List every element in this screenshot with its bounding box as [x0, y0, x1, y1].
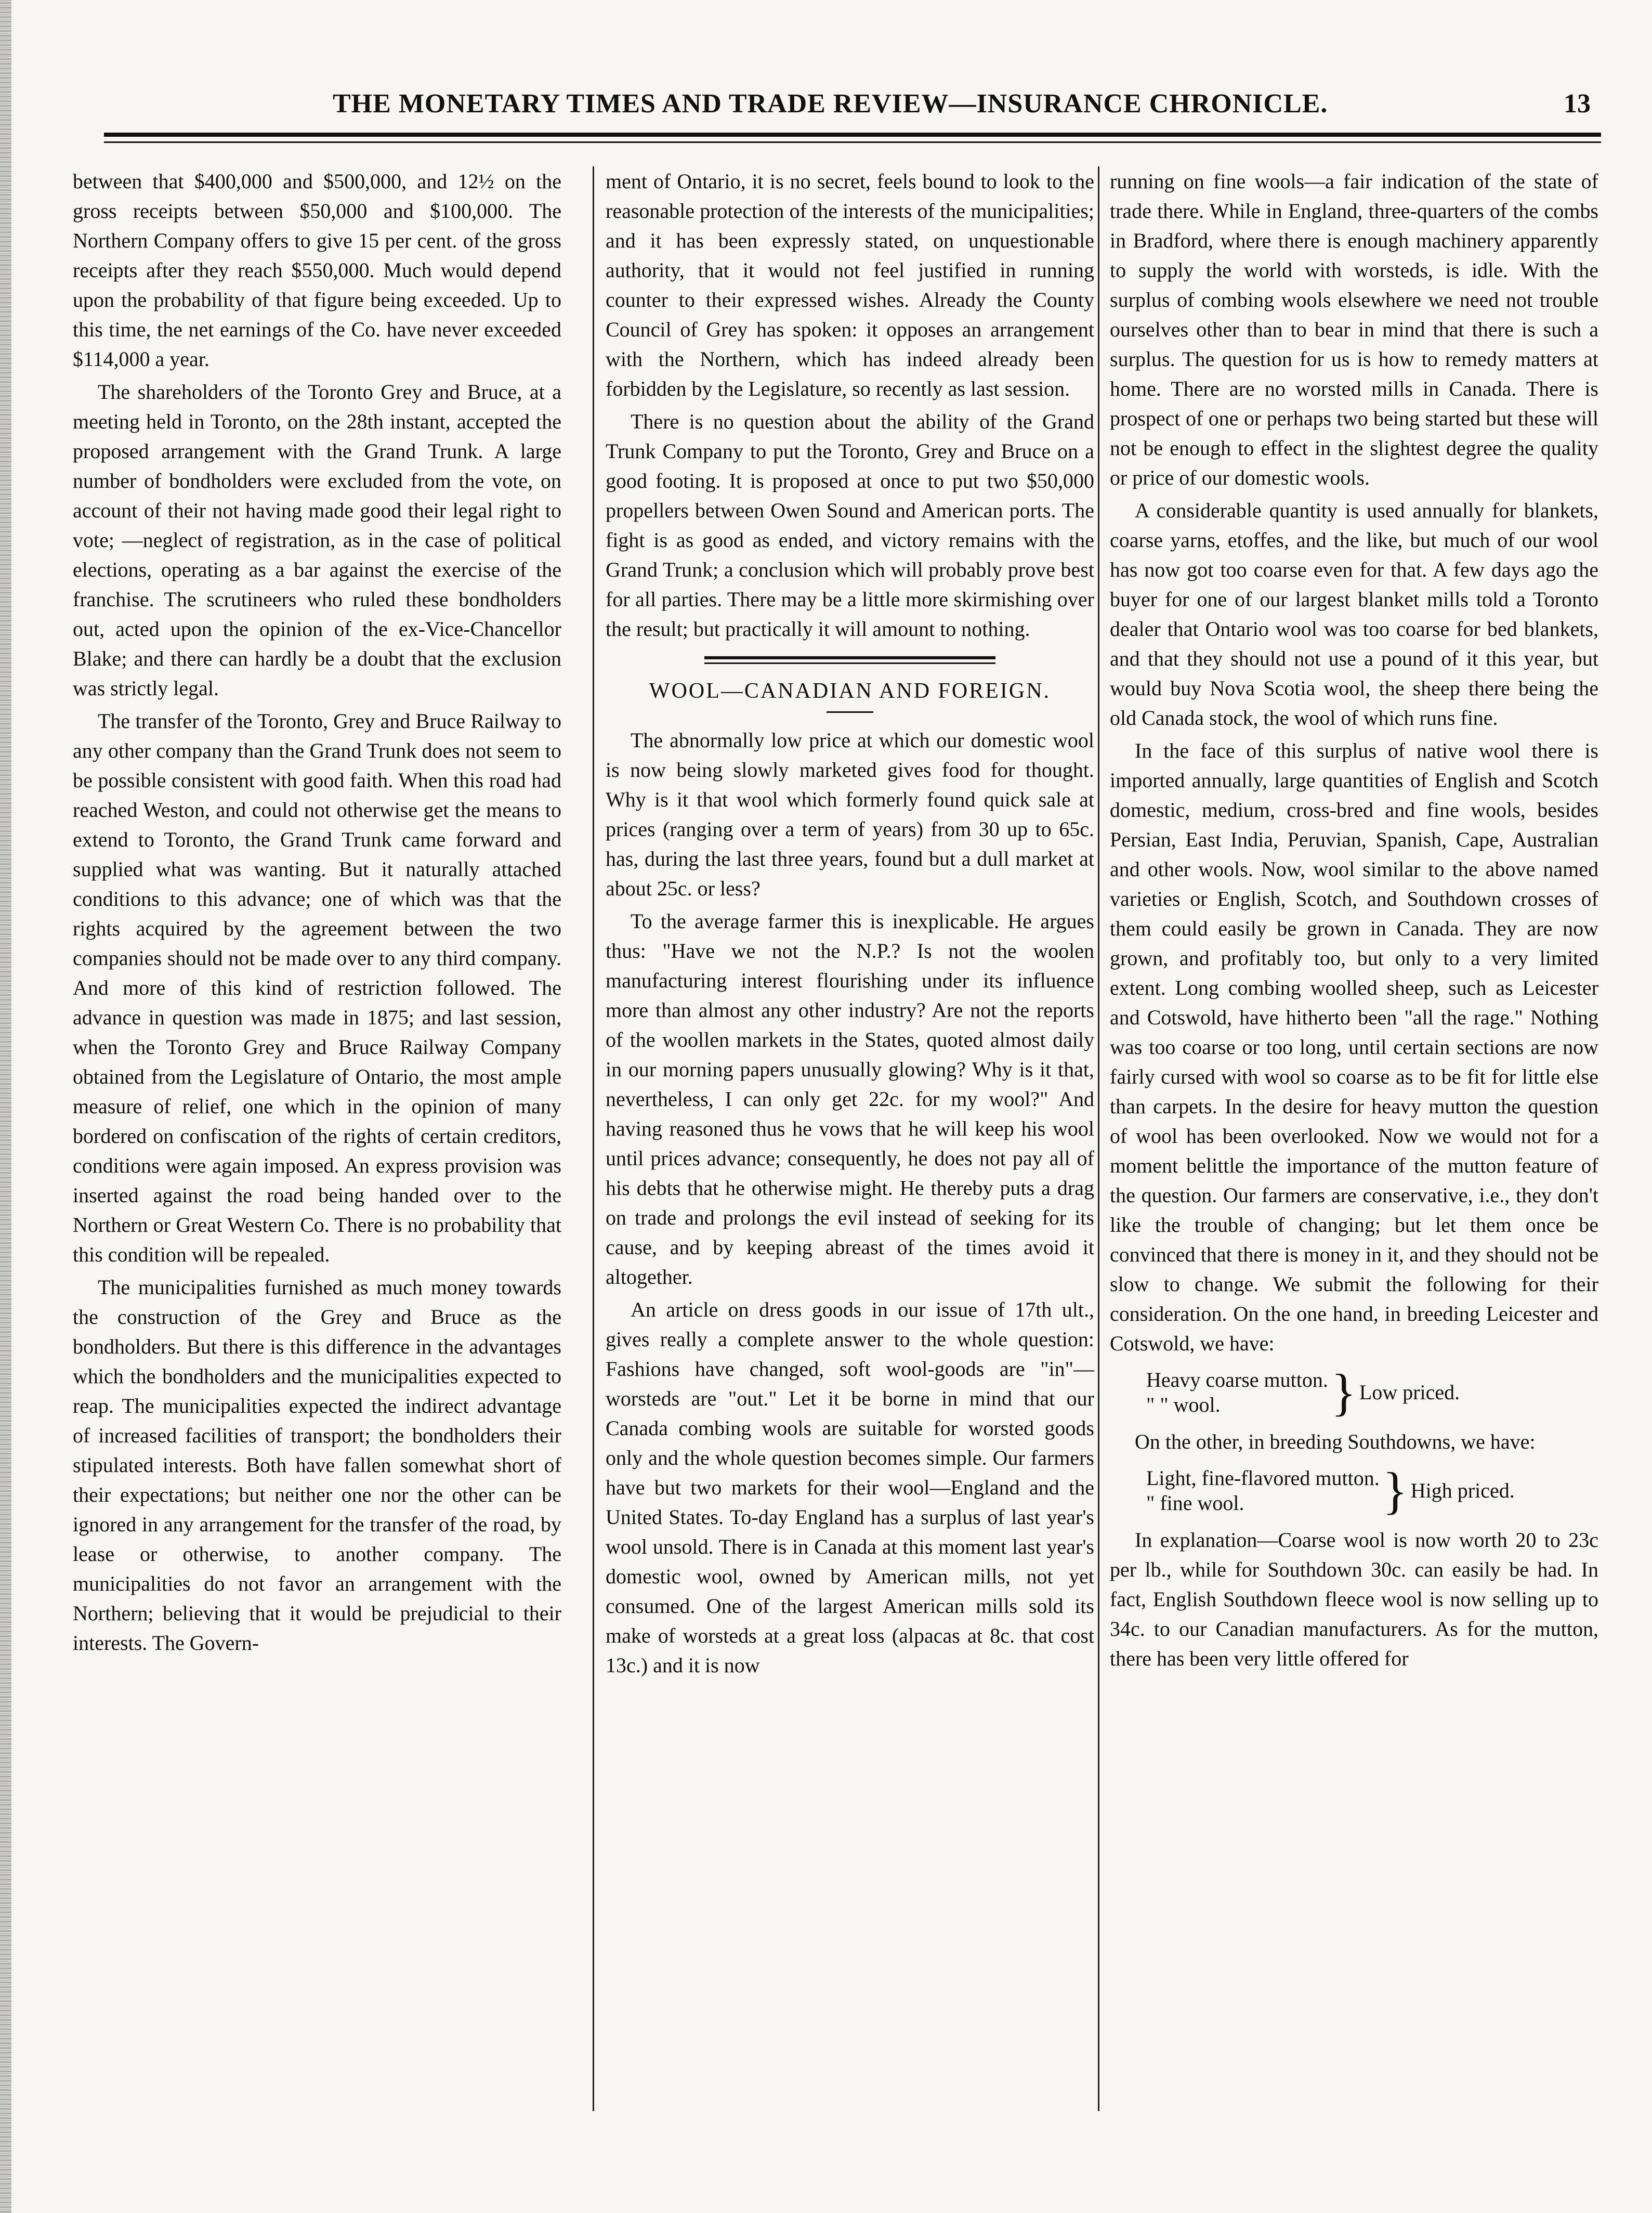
paragraph: A considerable quantity is used annually for blankets, coarse yarns, etoffes, and the like, but much of our wool has now got too coarse even for that. A few days ago the buyer for one of our largest blanket mills told a Toronto dealer that Ontario wool was too coarse for bed blankets, and that they should not use a pound of it this year, but would buy Nova Scotia wool, the sheep there being the old Canada stock, the wool of which runs fine. — [1110, 499, 1598, 730]
brace-list-high — [1146, 1462, 1598, 1519]
brace-line: " " wool. — [1146, 1393, 1221, 1416]
brace-line: " fine wool. — [1146, 1491, 1244, 1515]
column-divider — [593, 166, 594, 2111]
brace-label: High priced. — [1410, 1479, 1515, 1502]
paragraph: ment of Ontario, it is no secret, feels bound to look to the reasonable protection of the interests of the municipalities; and it has been expressly stated, on unquestionable authority, that it would not feel justified in running counter to their expressed wishes. Already the County Council of Grey has spoken: it opposes an arrangement with the Northern, which has indeed already been forbidden by the Legislature, so recently as last session. — [606, 170, 1094, 400]
paragraph: The abnormally low price at which our domestic wool is now being slowly marketed gives food for thought. Why is it that wool which formerly found quick sale at prices (ranging over a term of years) from 30 up to 65c. has, during the last three years, found but a dull market at about 25c. or less? — [606, 728, 1094, 900]
binding-edge — [0, 0, 11, 2213]
column-2 — [606, 166, 1094, 2116]
brace-line: Heavy coarse mutton. — [1146, 1368, 1328, 1391]
brace-icon: } — [1382, 1462, 1408, 1519]
paragraph: The transfer of the Toronto, Grey and Bruce Railway to any other company than the Grand Trunk does not seem to be possible consistent with good faith. When this road had reached Weston, and could not otherwise get the means to extend to Toronto, the Grand Trunk came forward and supplied what was wanting. But it naturally attached conditions to this advance; one of which was that the rights acquired by the agreement between the two companies should not be made over to any third company. And more of this kind of restriction followed. The advance in question was made in 1875; and last session, when the Toronto Grey and Bruce Railway Company obtained from the Legislature of Ontario, the most ample measure of relief, one which in the opinion of many bordered on confiscation of the rights of certain creditors, conditions were again imposed. An express provision was inserted against the road being handed over to the Northern or Great Western Co. There is no probability that this condition will be repealed. — [73, 709, 561, 1266]
page-header — [104, 83, 1601, 125]
paragraph: There is no question about the ability of the Grand Trunk Company to put the Toronto, Grey and Bruce on a good footing. It is proposed at once to put two $50,000 propellers between Owen Sound and American ports. The fight is as good as ended, and victory remains with the Grand Trunk; a conclusion which will probably prove best for all parties. There may be a little more skirmishing over the result; but practically it will amount to nothing. — [606, 410, 1094, 641]
column-divider — [1098, 166, 1099, 2111]
paragraph: To the average farmer this is inexplicable. He argues thus: "Have we not the N.P.? Is not the woolen manufacturing interest flourishing under its influence more than almost any other industry? Are not the reports of the woollen markets in the States, quoted almost daily in our morning papers unusually glowing? Why is it that, nevertheless, I can only get 22c. for my wool?" And having reasoned thus he vows that he will keep his wool until prices advance; consequently, he does not pay all of his debts that he otherwise might. He thereby puts a drag on trade and prolongs the evil instead of seeking for its cause, and by keeping abreast of the times avoid it altogether. — [606, 909, 1094, 1288]
column-3 — [1110, 166, 1598, 2116]
paragraph: The shareholders of the Toronto Grey and Bruce, at a meeting held in Toronto, on the 28th instant, accepted the proposed arrangement with the Grand Trunk. A large number of bondholders were excluded from the vote, on account of their not having made good their legal right to vote; —neglect of registration, as in the case of political elections, operating as a bar against the exercise of the franchise. The scrutineers who ruled these bondholders out, acted upon the opinion of the ex-Vice-Chancellor Blake; and there can hardly be a doubt that the exclusion was strictly legal. — [73, 380, 561, 700]
paragraph: In explanation—Coarse wool is now worth 20 to 23c per lb., while for Southdown 30c. can easily be had. In fact, English Southdown fleece wool is now selling up to 34c. to our Canadian manufacturers. As for the mutton, there has been very little offered for — [1110, 1528, 1598, 1670]
brace-line: Light, fine-flavored mutton. — [1146, 1466, 1380, 1490]
paragraph: In the face of this surplus of native wool there is imported annually, large quantities of English and Scotch domestic, medium, cross-bred and fine wools, besides Persian, East India, Peruvian, Spanish, Cape, Australian and other wools. Now, wool similar to the above named varieties or English, Scotch, and Southdown crosses of them could easily be grown in Canada. They are now grown, and profitably too, but only to a very limited extent. Long combing woolled sheep, such as Leicester and Cotswold, have hitherto been "all the rage." Nothing was too coarse or too long, until certain sections are now fairly cursed with wool so coarse as to be fit for little else than carpets. In the desire for heavy mutton the question of wool has been overlooked. Now we would not for a moment belittle the importance of the mutton feature of the question. Our farmers are conservative, i.e., they don't like the trouble of changing; but let them once be convinced that there is money in it, and they should not be slow to change. We submit the following for their consideration. On the one hand, in breeding Leicester and Cotswold, we have: — [1110, 739, 1598, 1355]
paragraph: On the other, in breeding Southdowns, we have: — [1135, 1430, 1536, 1453]
brace-icon: } — [1331, 1363, 1356, 1421]
paragraph: The municipalities furnished as much money towards the construction of the Grey and Bruce as the bondholders. But there is this difference in the advantages which the bondholders and the municipalities expected to reap. The municipalities expected the indirect advantage of increased facilities of transport; the bondholders their stipulated interests. Both have fallen somewhat short of their expectations; but neither one nor the other can be ignored in any arrangement for the transfer of the road, by lease or otherwise, to another company. The municipalities do not favor an arrangement with the Northern; believing that it would be prejudicial to their interests. The Govern- — [73, 1275, 561, 1655]
paragraph: running on fine wools—a fair indication of the state of trade there. While in England, three-quarters of the combs in Bradford, where there is enough machinery apparently to supply the world with worsteds, is idle. With the surplus of combing wools elsewhere we need not trouble ourselves other than to bear in mind that there is such a surplus. The question for us is how to remedy matters at home. There are no worsted mills in Canada. There is prospect of one or perhaps two being started but these will not be enough to effect in the slightest degree the quality or price of our domestic wools. — [1110, 170, 1598, 489]
paragraph: between that $400,000 and $500,000, and 12½ on the gross receipts between $50,000 and $100,000. The Northern Company offers to give 15 per cent. of the gross receipts after they reach $550,000. Much would depend upon the probability of that figure being exceeded. Up to this time, the net earnings of the Co. have never exceeded $114,000 a year. — [73, 170, 561, 371]
section-rule — [704, 656, 995, 659]
header-rule-thick — [104, 133, 1601, 137]
paragraph: An article on dress goods in our issue of 17th ult., gives really a complete answer to the whole question: Fashions have changed, soft wool-goods are "in"—worsteds are "out." Let it be borne in mind that our Canada combing wools are suitable for worsted goods only and the whole question becomes simple. Our farmers have but two markets for their wool—England and the United States. To-day England has a surplus of last year's wool unsold. There is in Canada at this moment last year's domestic wool, owned by American mills, not yet consumed. One of the largest American mills sold its make of worsteds at a great loss (alpacas at 8c. that cost 13c.) and it is now — [606, 1298, 1094, 1677]
header-rule-thin — [104, 141, 1601, 143]
publication-title: THE MONETARY TIMES AND TRADE REVIEW—INSURANCE CHRONICLE. — [333, 89, 1328, 119]
heading-rule — [827, 711, 873, 713]
brace-list-low — [1146, 1363, 1598, 1421]
section-heading: WOOL—CANADIAN AND FOREIGN. — [649, 679, 1051, 703]
column-1 — [73, 166, 561, 2116]
section-rule — [704, 662, 995, 664]
page-number: 13 — [1564, 89, 1591, 119]
brace-label: Low priced. — [1359, 1381, 1460, 1404]
